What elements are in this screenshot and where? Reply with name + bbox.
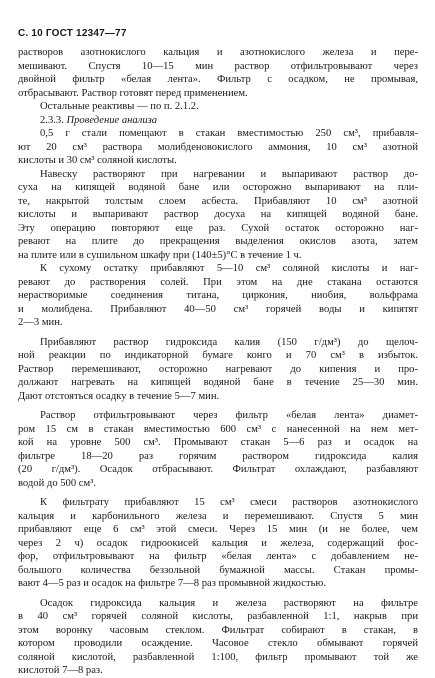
text-line: фильтре 18—20 раз горячим раствором гидроксида калия bbox=[18, 450, 418, 462]
text-line: на плите или в сушильном шкафу при (140±5)°С в течение 1 ч. bbox=[18, 249, 302, 261]
text-line: и молибдена. Прибавляют 40—50 см³ горячей воды и кипятят bbox=[18, 303, 418, 315]
text-line: Раствор отфильтровывают через фильтр «белая лента» диамет- bbox=[40, 410, 418, 421]
paragraph bbox=[18, 46, 418, 100]
text-line: К фильтрату прибавляют 15 см³ смеси растворов азотнокислого bbox=[40, 497, 418, 508]
text-line: Эту операцию повторяют еще раз. Сухой остаток осторожно наг- bbox=[18, 222, 418, 234]
text-line: кислотой 7—8 раз. bbox=[18, 665, 103, 676]
text-line: нерастворимые соединения титана, циркония, ниобия, вольфрама bbox=[18, 290, 418, 301]
page-header: С. 10 ГОСТ 12347—77 bbox=[18, 28, 127, 39]
text-line: должают нагревать на кипящей водяной бане в течение 25—30 мин. bbox=[18, 377, 418, 388]
text-line: мешивают. Спустя 10—15 мин раствор отфильтровывают через bbox=[18, 60, 418, 72]
document-body bbox=[18, 46, 418, 678]
text-line: те, накрытой толстым слоем асбеста. Прибавляют 10 см³ азотной bbox=[18, 195, 418, 207]
text-line: через 2 ч) осадок гидроокисей кальция и железа, содержащий фос- bbox=[18, 537, 418, 549]
text-line: Осадок гидроксида кальция и железа растворяют на фильтре bbox=[40, 597, 418, 609]
paragraph bbox=[18, 336, 418, 404]
text-line: Навеску растворяют при нагревании и выпаривают раствор до- bbox=[40, 168, 418, 180]
text-line: К сухому остатку прибавляют 5—10 см³ соляной кислоты и наг- bbox=[40, 263, 418, 274]
text-line: этом воронку часовым стеклом. Фильтрат собирают в стакан, в bbox=[18, 624, 418, 636]
text-line: котором проводили осаждение. Часовое стекло обмывают горячей bbox=[18, 638, 418, 649]
text-line: ной реакции по индикаторной бумаге конго и 70 см³ в избыток. bbox=[18, 350, 418, 361]
text-line: в 40 см³ горячей соляной кислоты, разбавленной 1:1, накрыв при bbox=[18, 611, 418, 622]
text-line: кислоты и 30 см³ соляной кислоты. bbox=[18, 155, 177, 166]
paragraph bbox=[18, 168, 418, 263]
text-line: ют 20 см³ раствора молибденовокислого аммония, 10 см³ азотной bbox=[18, 141, 418, 153]
text-line: Прибавляют раствор гидроксида калия (150 г/дм³) до щелоч- bbox=[40, 336, 418, 348]
text-line: ром 15 см в стакан вместимостью 600 см³ с нанесенной на нем мет- bbox=[18, 423, 418, 435]
text-line: ревают до растворения солей. При этом на дне стакана остаются bbox=[18, 276, 418, 288]
text-line: Раствор перемешивают, осторожно нагревают до кипения и про- bbox=[18, 363, 418, 375]
text-line: ревают на плите до прекращения выделения окислов азота, затем bbox=[18, 236, 418, 247]
paragraph bbox=[18, 409, 418, 490]
text-line: кислоты и выпаривают раствор досуха на кипящей водяной бане. bbox=[18, 209, 418, 220]
paragraph bbox=[18, 597, 418, 678]
text-line: 2—3 мин. bbox=[18, 317, 63, 328]
text-line: Остальные реактивы — по п. 2.1.2. bbox=[40, 101, 199, 112]
text-line: Дают отстояться осадку в течение 5—7 мин. bbox=[18, 390, 220, 402]
paragraph bbox=[18, 100, 418, 114]
text-line: кой на уровне 500 см³. Промывают стакан 5—6 раз и осадок на bbox=[18, 437, 418, 448]
text-line: растворов азотнокислого кальция и азотнокислого железа и пере- bbox=[18, 47, 418, 58]
text-line: 2.3.3. Проведение анализа bbox=[40, 114, 158, 126]
paragraph bbox=[18, 262, 418, 330]
text-line: прибавляют еще 6 см³ этой смеси. Через 15 мин (и не более, чем bbox=[18, 524, 418, 535]
text-line: двойной фильтр «белая лента». Фильтр с осадком, не промывая, bbox=[18, 74, 418, 85]
paragraph bbox=[18, 114, 418, 128]
paragraph bbox=[18, 127, 418, 168]
text-line: 0,5 г стали помещают в стакан вместимостью 250 см³, прибавля- bbox=[40, 128, 418, 139]
text-line: водой до 500 см³. bbox=[18, 477, 97, 489]
text-line: вают 4—5 раз и осадок на фильтре 7—8 раз промывной жидкостью. bbox=[18, 578, 326, 589]
text-line: фор, отфильтровывают на фильтр «белая лента» с добавлением не- bbox=[18, 551, 418, 562]
text-line: соляной кислотой, разбавленной 1:100, фильтр промывают той же bbox=[18, 651, 418, 663]
text-line: (20 г/дм³). Осадок отбрасывают. Фильтрат охлаждают, разбавляют bbox=[18, 464, 418, 475]
text-line: большого количества беззольной бумажной массы. Стакан промы- bbox=[18, 564, 418, 576]
text-line: суха на кипящей водяной бане или осторожно выпаривают на пли- bbox=[18, 182, 418, 193]
text-line: кальция и карбонильного железа и перемешивают. Спустя 5 мин bbox=[18, 510, 418, 522]
text-line: отбрасывают. Раствор готовят перед применением. bbox=[18, 87, 248, 99]
paragraph bbox=[18, 496, 418, 591]
